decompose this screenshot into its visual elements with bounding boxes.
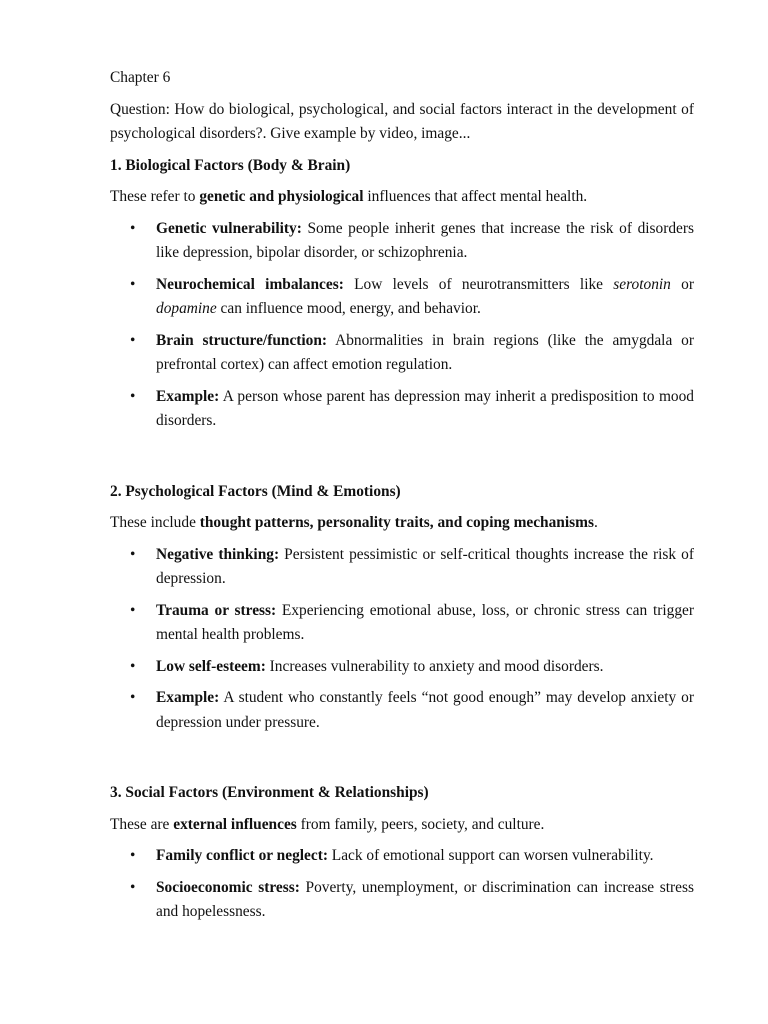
intro-bold-text: genetic and physiological [199, 188, 364, 205]
section-intro-psychological [110, 511, 694, 536]
bullet-list-biological [110, 217, 694, 434]
bullet-icon: • [130, 878, 136, 896]
section-spacer [110, 742, 694, 781]
item-label: Example: [156, 387, 220, 405]
item-label: Low self-esteem: [156, 657, 266, 675]
item-text: or [670, 275, 694, 293]
section-intro-biological [110, 185, 694, 210]
list-item [110, 599, 694, 648]
item-label: Socioeconomic stress: [156, 878, 300, 896]
item-text: Low levels of neurotransmitters like [343, 275, 614, 293]
list-item [110, 686, 694, 735]
item-text: Poverty, unemployment, or discrimination can increase stress and hopelessness. [156, 878, 694, 920]
list-item [110, 273, 694, 322]
section-heading-psychological: 2. Psychological Factors (Mind & Emotions) [110, 482, 401, 500]
intro-text: . [593, 514, 598, 531]
list-item [110, 844, 694, 869]
list-item [110, 385, 694, 434]
chapter-title: Chapter 6 [110, 69, 171, 86]
item-italic-term: serotonin [613, 275, 671, 293]
section-heading-social: 3. Social Factors (Environment & Relationships) [110, 784, 429, 801]
bullet-icon: • [130, 847, 136, 864]
list-item [110, 217, 694, 266]
intro-text: from family, peers, society, and culture. [296, 815, 545, 833]
bullet-icon: • [130, 275, 136, 293]
intro-bold-text: external influences [173, 815, 297, 833]
bullet-list-social [110, 844, 694, 925]
item-label: Example: [156, 689, 220, 706]
item-label: Negative thinking: [156, 545, 280, 563]
item-label: Trauma or stress: [156, 601, 277, 619]
bullet-icon: • [130, 657, 136, 675]
item-text: can influence mood, energy, and behavior. [216, 300, 481, 317]
section-intro-social [110, 813, 694, 838]
item-text: Abnormalities in brain regions (like the amygdala or prefrontal cortex) can affect emotion regulation. [156, 331, 694, 373]
bullet-icon: • [130, 545, 136, 563]
item-text: A person whose parent has depression may inherit a predisposition to mood disorders. [156, 387, 694, 429]
bullet-icon: • [130, 331, 136, 349]
list-item [110, 329, 694, 378]
item-label: Brain structure/function: [156, 331, 328, 349]
bullet-icon: • [130, 387, 136, 405]
item-label: Genetic vulnerability: [156, 219, 302, 237]
question-text: Question: How do biological, psychological, and social factors interact in the development of psychological disorders?. Give example by video, image... [110, 100, 694, 142]
intro-bold-text: thought patterns, personality traits, and coping mechanisms [199, 514, 594, 531]
item-label: Neurochemical imbalances: [156, 275, 344, 293]
list-item [110, 543, 694, 592]
intro-text: These refer to [110, 188, 200, 205]
bullet-icon: • [130, 219, 136, 237]
intro-text: influences that affect mental health. [363, 188, 588, 205]
section-spacer [110, 441, 694, 480]
bullet-list-psychological [110, 543, 694, 736]
item-italic-term: dopamine [156, 300, 217, 317]
bullet-icon: • [130, 601, 136, 619]
item-text: Lack of emotional support can worsen vulnerability. [327, 847, 654, 864]
item-text: A student who constantly feels “not good enough” may develop anxiety or depression under pressure. [156, 689, 694, 731]
item-label: Family conflict or neglect: [156, 847, 328, 864]
item-text: Increases vulnerability to anxiety and mood disorders. [265, 657, 604, 675]
document-body [110, 66, 694, 932]
intro-text: These include [110, 514, 200, 531]
bullet-icon: • [130, 689, 136, 706]
section-heading-biological: 1. Biological Factors (Body & Brain) [110, 156, 351, 174]
item-text: Experiencing emotional abuse, loss, or chronic stress can trigger mental health problems. [156, 601, 694, 643]
item-text: Some people inherit genes that increase the risk of disorders like depression, bipolar disorder, or schizophrenia. [156, 219, 694, 261]
intro-text: These are [110, 815, 174, 833]
item-text: Persistent pessimistic or self-critical thoughts increase the risk of depression. [156, 545, 694, 587]
list-item [110, 655, 694, 680]
list-item [110, 876, 694, 925]
